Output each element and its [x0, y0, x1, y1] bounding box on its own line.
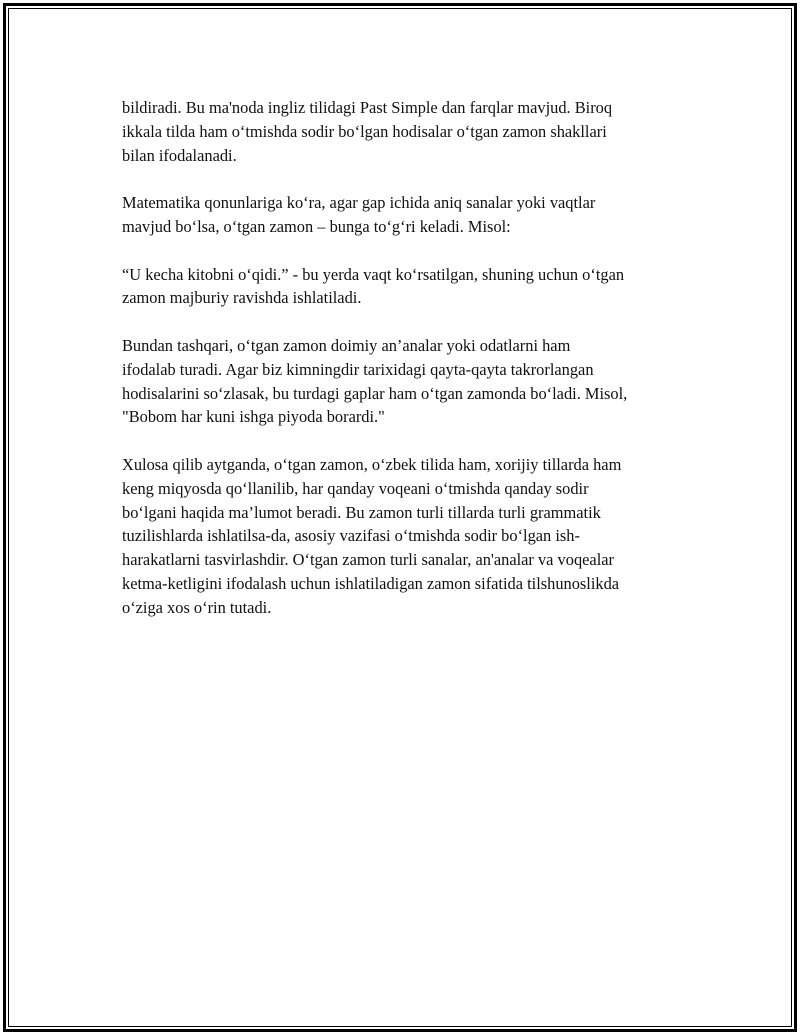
paragraph-habits-traditions: Bundan tashqari, o‘tgan zamon doimiy an’analar yoki odatlarni ham ifodalab turadi. Agar biz kimningdir tarixidagi qayta-qayta takrorlangan hodisalarini so‘zlasak, bu turdagi gaplar ham o‘tgan zamonda bo‘ladi. Misol, "Bobom har kuni ishga piyoda borardi." [122, 335, 628, 427]
paragraph-conclusion: Xulosa qilib aytganda, o‘tgan zamon, o‘zbek tilida ham, xorijiy tillarda ham keng miqyosda qo‘llanilib, har qanday voqeani o‘tmishda qanday sodir bo‘lgani haqida ma’lumot beradi. Bu zamon turli tillarda turli grammatik tuzilishlarda ishlatilsa-da, asosiy vazifasi o‘tmishda sodir bo‘lgan ish- harakatlarni tasvirlashdir. O‘tgan zamon turli sanalar, an'analar va voqealar ketma-ketligini ifodalash uchun ishlatiladigan zamon sifatida tilshunoslikda o‘ziga xos o‘rin tutadi. [122, 454, 622, 617]
paragraph-past-simple-comparison: bildiradi. Bu ma'noda ingliz tilidagi Past Simple dan farqlar mavjud. Biroq ikkala tilda ham o‘tmishda sodir bo‘lgan hodisalar o‘tgan zamon shakllari bilan ifodalanadi. [122, 98, 613, 165]
page-frame [3, 3, 797, 1032]
paragraph-example-book: “U kecha kitobni o‘qidi.” - bu yerda vaqt ko‘rsatilgan, shuning uchun o‘tgan zamon majburiy ravishda ishlatiladi. [122, 264, 625, 308]
document-body [122, 96, 712, 643]
paragraph-specific-dates: Matematika qonunlariga ko‘ra, agar gap ichida aniq sanalar yoki vaqtlar mavjud bo‘lsa, o‘tgan zamon – bunga to‘g‘ri keladi. Misol: [122, 193, 596, 236]
